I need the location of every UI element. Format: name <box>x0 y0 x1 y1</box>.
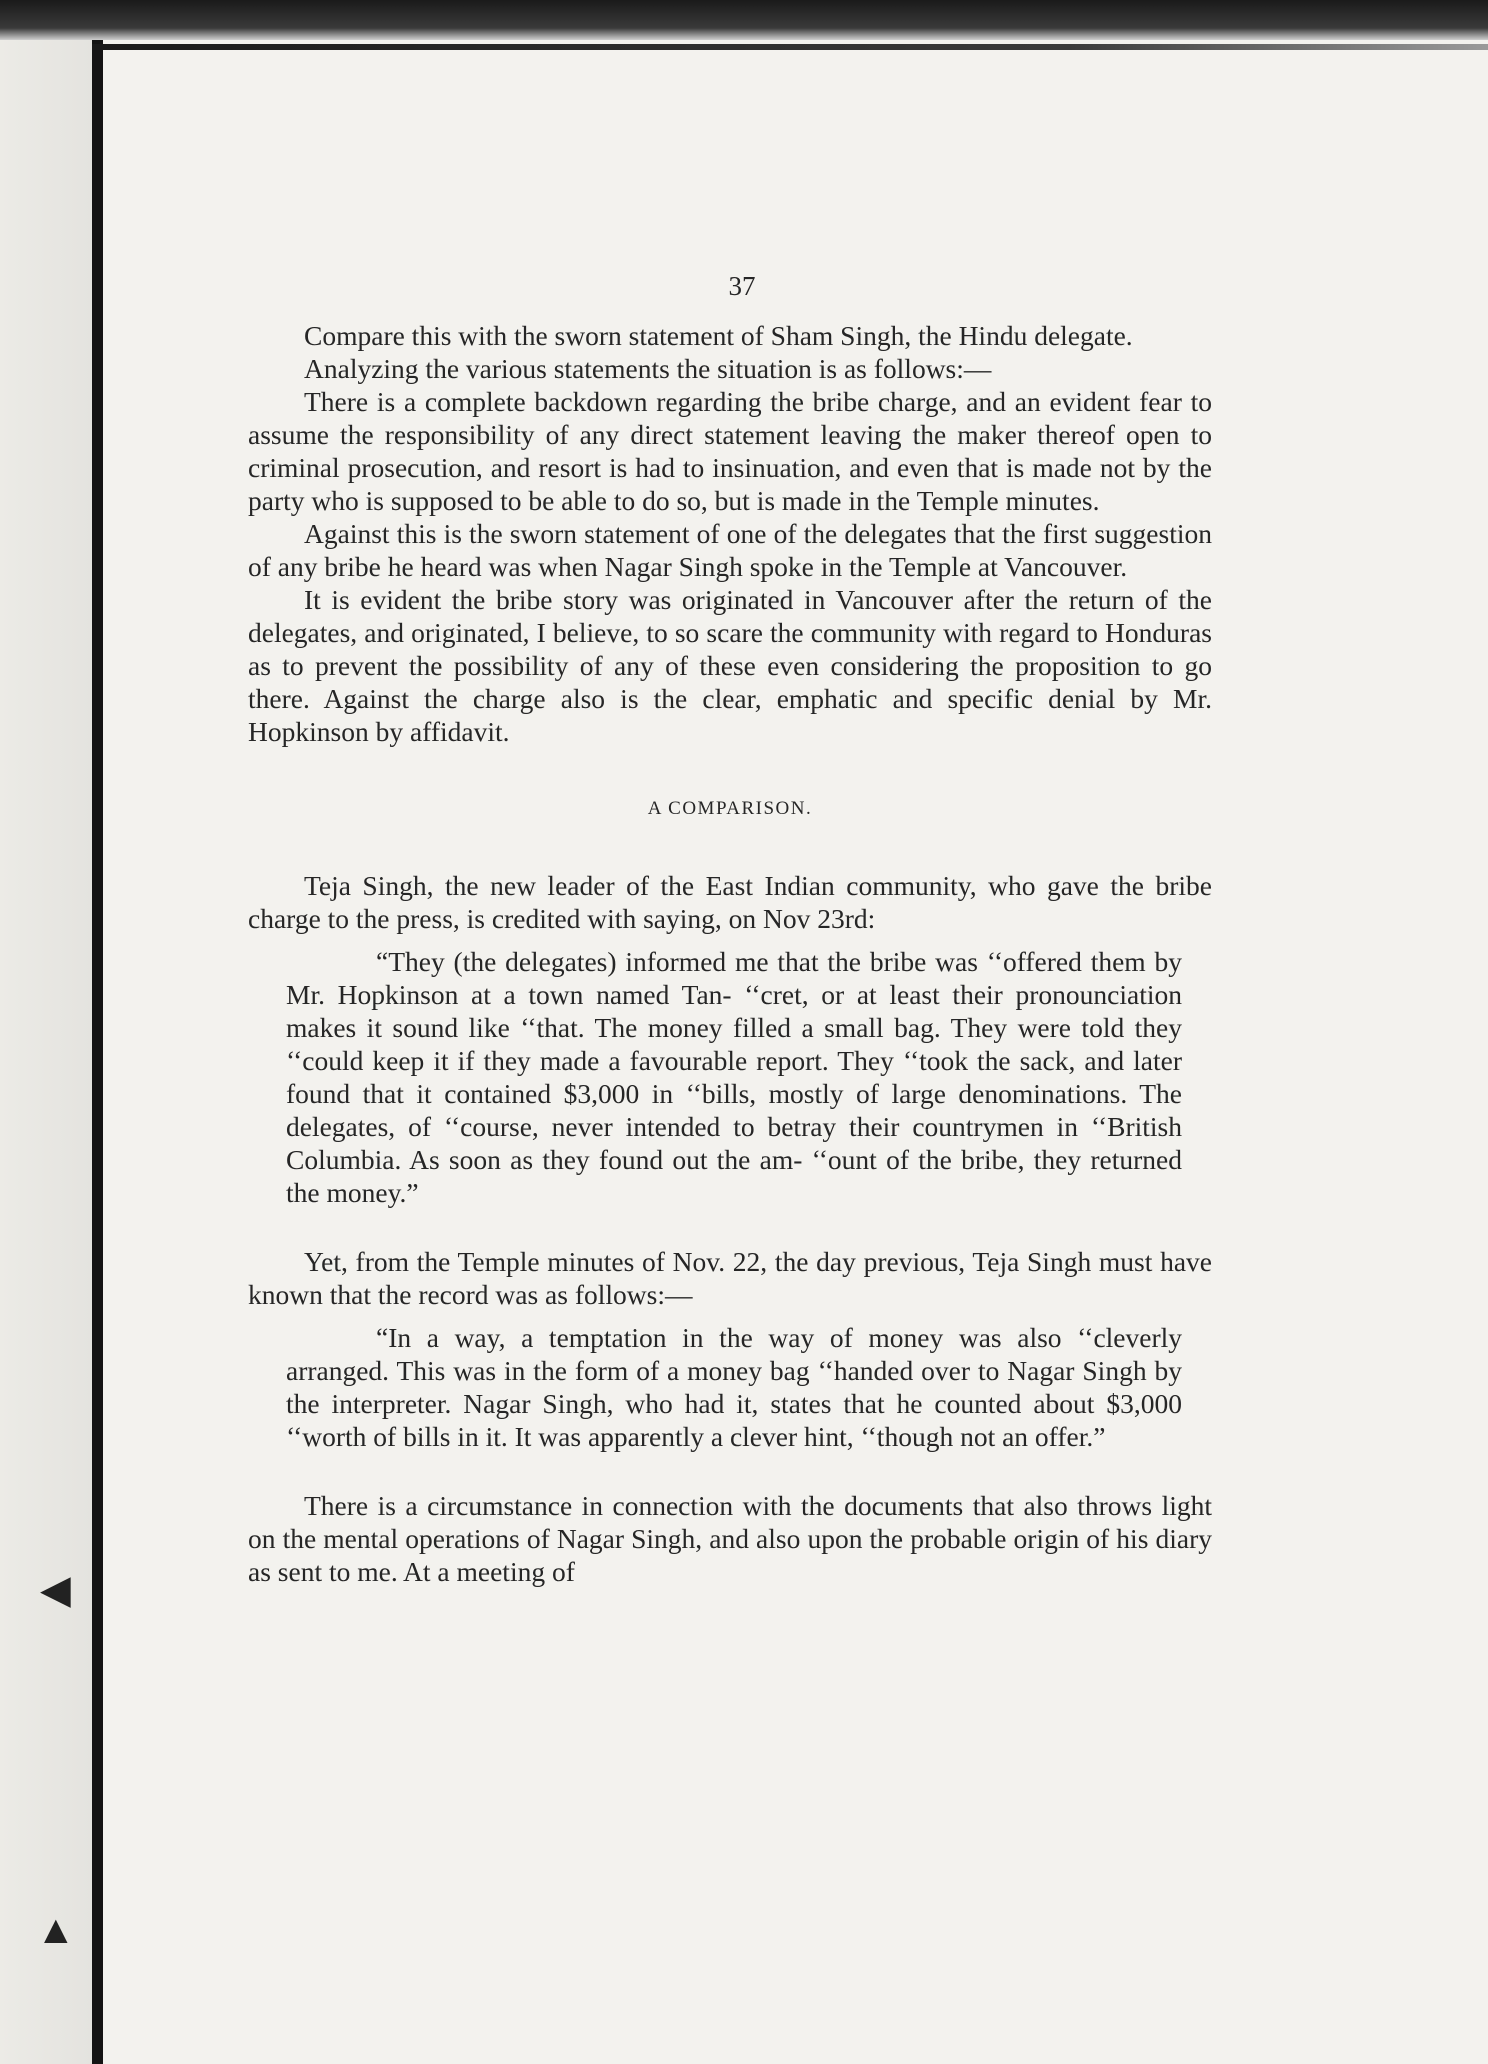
paragraph: Against this is the sworn statement of one of the delegates that the first suggestion of any bribe he heard was when Nagar Singh spoke in the Temple at Vancouver. <box>248 518 1212 582</box>
paragraph: It is evident the bribe story was originated in Vancouver after the return of the delegates, and originated, I believe, to so scare the community with regard to Honduras as to prevent the possibility of any of these even considering the proposition to go there. Against the charge also is the clear, emphatic and specific denial by Mr. Hopkinson by affidavit. <box>248 584 1212 747</box>
scan-top-edge <box>0 0 1488 40</box>
page-number: 37 <box>728 271 756 301</box>
block-quote <box>286 945 1182 1209</box>
binding-rule <box>92 40 103 2064</box>
binding-mark: ◀ <box>40 1567 71 1612</box>
top-rule <box>92 44 1488 50</box>
paragraph: There is a complete backdown regarding the bribe charge, and an evident fear to assume the responsibility of any direct statement leaving the maker thereof open to criminal prosecution, and resort is had to insinuation, and even that is made not by the party who is supposed to be able to do so, but is made in the Temple minutes. <box>248 386 1212 516</box>
paragraph: There is a circumstance in connection with the documents that also throws light on the mental operations of Nagar Singh, and also upon the probable origin of his diary as sent to me. At a meeting of <box>248 1490 1212 1587</box>
paragraph: Compare this with the sworn statement of Sham Singh, the Hindu delegate. <box>304 320 1133 351</box>
paragraph: Teja Singh, the new leader of the East Indian community, who gave the bribe charge to the press, is credited with saying, on Nov 23rd: <box>248 870 1212 934</box>
paragraph: Analyzing the various statements the situation is as follows:— <box>304 353 992 384</box>
section-heading: A COMPARISON. <box>647 798 813 819</box>
paragraph: Yet, from the Temple minutes of Nov. 22, the day previous, Teja Singh must have known that the record was as follows:— <box>248 1246 1212 1310</box>
block-quote <box>286 1321 1182 1453</box>
left-margin <box>0 40 92 2064</box>
page-content <box>248 270 1212 1588</box>
binding-mark: ▲ <box>36 1907 76 1952</box>
quote-text: “In a way, a temptation in the way of money was also ‘‘cleverly arranged. This was in the form of a money bag ‘‘handed over to Nagar Singh by the interpreter. Nagar Singh, who had it, states that he counted about $3,000 ‘‘worth of bills in it. It was apparently a clever hint, ‘‘though not an offer.” <box>286 1322 1182 1452</box>
quote-text: “They (the delegates) informed me that the bribe was ‘‘offered them by Mr. Hopkinson at a town named Tan- ‘‘cret, or at least their pronounciation makes it sound like ‘‘that. The money filled a small bag. They were told they ‘‘could keep it if they made a favourable report. They ‘‘took the sack, and later found that it contained $3,000 in ‘‘bills, mostly of large denominations. The delegates, of ‘‘course, never intended to betray their countrymen in ‘‘British Columbia. As soon as they found out the am- ‘‘ount of the bribe, they returned the money.” <box>286 946 1182 1208</box>
